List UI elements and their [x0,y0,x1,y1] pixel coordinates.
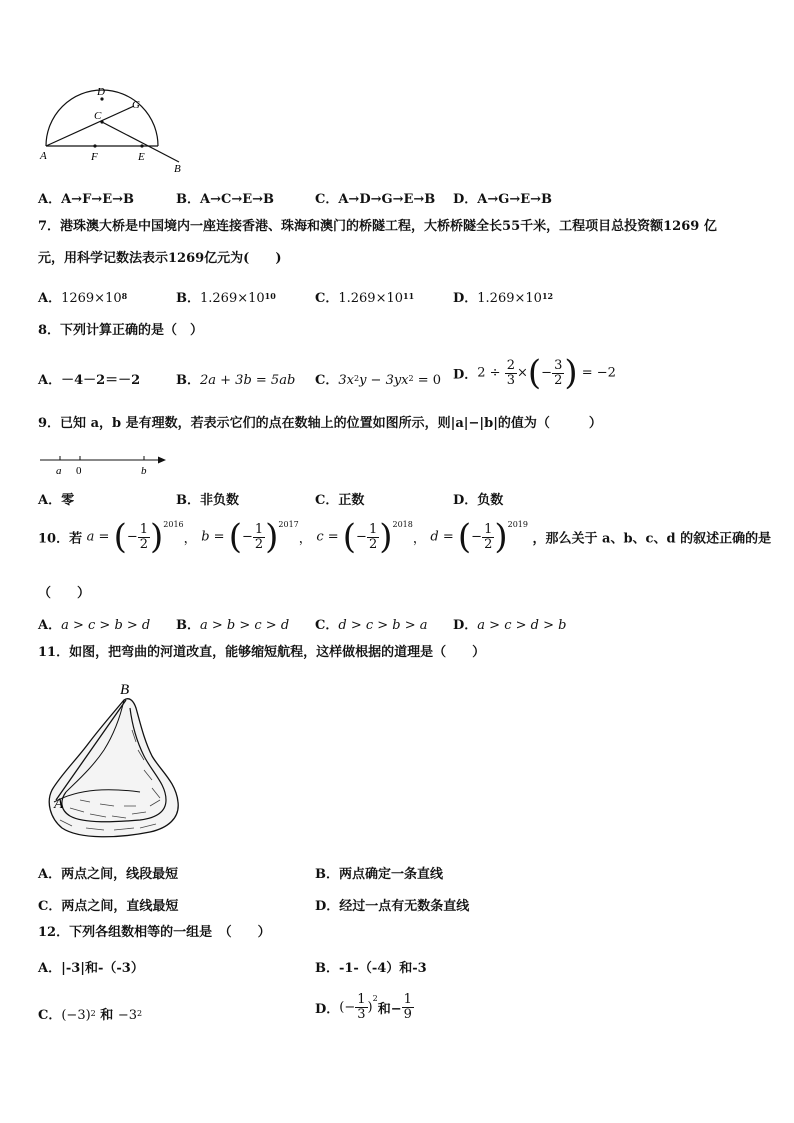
option-label: C． [38,1008,62,1023]
option-expr: a > c > d > b [477,618,567,633]
option-expr: d > c > b > a [338,618,428,633]
option-base: 1.269×10 [338,291,404,306]
number-line-figure [38,451,170,479]
q12-stem: 12．下列各组数相等的一组是 （ ） [38,925,271,940]
q8-stem: 8．下列计算正确的是（ ） [38,323,204,338]
q7-stem-line2: 元，用科学记数法表示1269亿元为( ) [38,251,282,266]
option-base: 1269×10 [61,291,122,306]
q8-option-c[interactable]: C．$3x^2y - 3yx^2 = 0$ [315,373,442,388]
option-label: D． [315,1002,340,1017]
q9-option-d[interactable]: D．负数 [453,493,504,508]
q6-option-c[interactable]: C．A→D→G→E→B [315,192,436,207]
q9-option-a[interactable]: A．零 [38,493,75,508]
q11-stem: 11．如图，把弯曲的河道改直，能够缩短航程，这样做根据的道理是（ ） [38,645,486,660]
q11-option-b[interactable]: B．两点确定一条直线 [315,867,443,882]
option-label: A． [38,291,62,306]
label-F: F [91,151,98,163]
q10-stem: 10．若 a = (− $\frac{1}{2}$ )$^{2016}$， b = (− $\frac{1}{2}$ )$^{2017}$， c = (− $\frac{1}{2}$ )$^{2018}$， d = (− $\frac{1}{2}$ )$^{2019}$ ，那么关于 a、b、c、d 的叙述正确的是 [38,517,772,557]
label-B: B [174,163,181,174]
river-label-B: B [120,682,130,698]
q11-option-a[interactable]: A．两点之间，线段最短 [38,867,179,882]
option-label: A． [38,618,62,633]
river-figure [40,678,188,846]
q7-option-a[interactable] [38,287,127,306]
var-c: c [316,529,324,545]
var-b: b [201,529,210,545]
q6-option-b[interactable]: B．A→C→E→B [176,192,274,207]
q9-stem: 9．已知 a，b 是有理数，若表示它们的点在数轴上的位置如图所示，则|a|−|b|的值为（ ） [38,416,602,431]
q10-option-a[interactable] [38,614,150,633]
q12-option-a[interactable]: A．|-3|和-（-3） [38,961,144,976]
option-expr: a > b > c > d [200,618,290,633]
exp-a: 2016 [163,519,184,529]
option-label: C． [315,373,339,388]
q10-label: 10．若 [38,531,83,547]
q11-option-c[interactable]: C．两点之间，直线最短 [38,899,179,914]
q8-option-a[interactable]: A．－4－2＝－2 [38,373,141,388]
exp-c: 2018 [392,519,413,529]
fraction-2: $\frac{3}{2}$ [554,357,563,388]
and-text: 和 [95,1008,118,1023]
option-post: = −2 [577,365,616,381]
var-a: a [86,529,95,545]
option-label: C． [315,618,339,633]
q8-option-b[interactable] [176,369,295,388]
option-label: D． [453,367,478,383]
option-expr-pre: 3x [338,373,354,388]
q7-option-c[interactable] [315,287,414,306]
label-A: A [40,150,47,162]
axis-label-a: a [56,465,62,477]
q9-option-c[interactable]: C．正数 [315,493,365,508]
var-d: d [430,529,439,545]
option-label: C． [315,291,339,306]
option-exp: 10 [264,291,276,301]
option-base: 1.269×10 [477,291,542,306]
label-G: G [132,99,140,111]
option-expr-mid: y − 3yx [359,373,409,388]
q6-option-a[interactable]: A．A→F→E→B [38,192,134,207]
option-label: B． [176,291,200,306]
q10-option-c[interactable] [315,614,428,633]
q10-paren: （ ） [38,586,91,601]
option-label: B． [176,618,200,633]
axis-label-b: b [141,465,147,477]
expr-2: −3 [117,1008,137,1023]
q12-option-c[interactable] [38,1004,142,1023]
option-base: 1.269×10 [200,291,265,306]
fraction-1: $\frac{2}{3}$ [506,357,515,388]
exp: 2 [372,994,378,1003]
semicircle-figure [36,82,196,174]
option-expr: a > c > b > d [61,618,151,633]
q8-option-d[interactable]: D．2 ÷ $\frac{2}{3}$ ×(− $\frac{3}{2}$ ) = −2 [453,353,616,393]
q12-option-d[interactable] [315,993,414,1022]
q10-option-d[interactable] [453,614,566,633]
river-label-A: A [54,796,64,812]
q10-option-b[interactable] [176,614,289,633]
option-label: D． [453,291,478,306]
q7-option-b[interactable] [176,287,276,306]
exp-b: 2017 [278,519,299,529]
label-E: E [138,151,145,163]
and-text: 和− [377,1002,402,1017]
q7-stem-line1: 7．港珠澳大桥是中国境内一座连接香港、珠海和澳门的桥隧工程，大桥桥隧全长55千米，工程项目总投资额1269 亿 [38,219,717,234]
fraction-1: $\frac{1}{3}$ [357,992,366,1022]
expr-1: (−3) [61,1008,91,1023]
expr-pre: (− [339,1000,356,1015]
times-sign: × [517,365,528,381]
option-pre: 2 ÷ [477,365,505,381]
option-label: B． [176,373,200,388]
close-paren: ) [367,1000,373,1015]
option-exp: 11 [403,291,415,301]
axis-label-zero: 0 [76,465,82,477]
option-exp: 12 [541,291,554,301]
exp-1: 2 [90,1009,96,1018]
exp-2: 2 [137,1009,143,1018]
q12-option-b[interactable]: B．-1-（-4）和-3 [315,961,427,976]
q10-tail: ，那么关于 a、b、c、d 的叙述正确的是 [532,531,772,547]
exp-d: 2019 [507,519,528,529]
option-label: D． [453,618,478,633]
option-expr: 2a + 3b = 5ab [200,373,296,388]
label-D: D [97,86,105,98]
label-C: C [94,110,102,122]
option-expr-post: = 0 [413,373,442,388]
q11-option-d[interactable]: D．经过一点有无数条直线 [315,899,470,914]
q6-option-d[interactable]: D．A→G→E→B [453,192,553,207]
fraction-2: $\frac{1}{9}$ [403,992,412,1022]
q7-option-d[interactable] [453,287,553,306]
q9-option-b[interactable]: B．非负数 [176,493,239,508]
option-exp: 8 [121,291,128,301]
